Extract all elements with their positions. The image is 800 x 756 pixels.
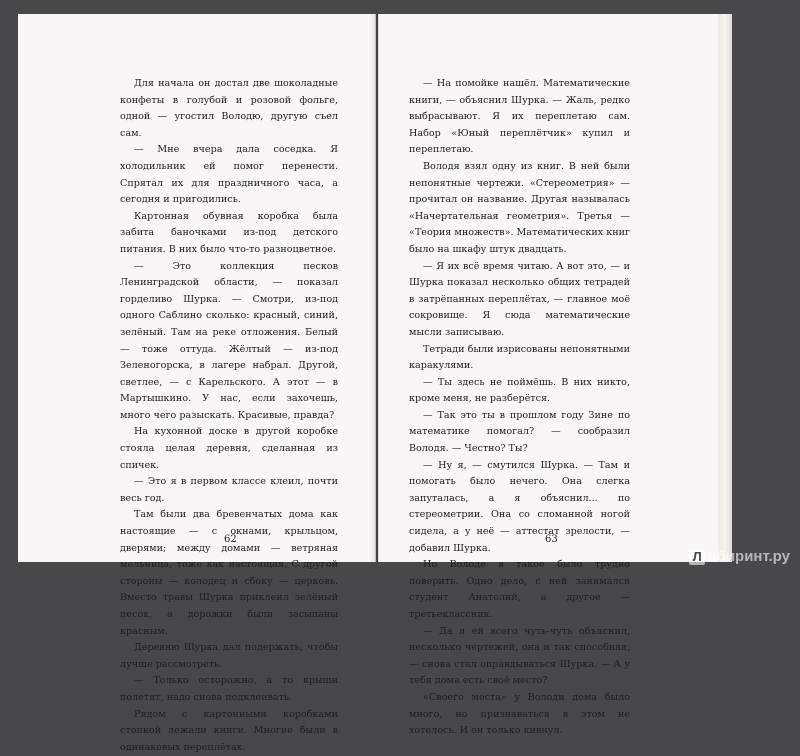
- watermark: [689, 548, 790, 565]
- paragraph: На кухонной доске в другой коробке стояла целая деревня, сделанная из спичек.: [120, 426, 338, 471]
- paragraph: Володя взял одну из книг. В ней были непонятные чертежи. «Стереометрия» — прочитал он название. Другая называлась «Начертательная геометрия». Третья — «Теория множеств». Математических книг было на шкафу штук двадцать.: [409, 160, 631, 255]
- labirint-logo-icon: Л: [689, 549, 705, 565]
- right-page: [378, 14, 730, 737]
- right-page-text: [409, 76, 630, 740]
- paragraph: — Это я в первом классе клеил, почти весь год.: [120, 476, 338, 504]
- paragraph: — Только осторожно, а то крыши полетят, надо снова подклеивать.: [120, 675, 338, 703]
- paragraph: — На помойке нашёл. Математические книги, — объяснил Шурка. — Жаль, редко выбрасывают. Я их переплетаю сам. Набор «Юный переплётчик» купил и переплетаю.: [409, 78, 630, 156]
- paragraph: Рядом с картонными коробками стопкой лежали книги. Многие были в одинаковых переплётах.: [120, 708, 338, 753]
- paragraph: Картонная обувная коробка была забита баночками из-под детского питания. В них было что-то разноцветное.: [120, 210, 338, 255]
- paragraph: — Я их всё время читаю. А вот это, — и Шурка показал несколько общих тетрадей в затрёпанных переплётах, — главное моё сокровище. Я сюда математические мысли записываю.: [409, 260, 630, 338]
- paragraph: Но Володе в такое было трудно поверить. Одно дело, с ней занимался студент Анатолий, а другое — третьеклассник.: [409, 559, 630, 620]
- page-number-left: 62: [224, 534, 237, 545]
- paragraph: — Да я ей всего чуть-чуть объяснил, несколько чертежей, она и так способная, — снова стал оправдываться Шурка. — А у тебя дома есть своё место?: [409, 625, 630, 687]
- paragraph: — Ты здесь не поймёшь. В них никто, кроме меня, не разберётся.: [409, 376, 630, 405]
- paragraph: — Мне вчера дала соседка. Я холодильник ей помог перенести. Спрятал их для праздничного часа, а сегодня и пригодились.: [120, 144, 338, 206]
- book-cover-edge: [718, 14, 732, 562]
- left-page-text: [120, 76, 338, 756]
- paragraph: Тетради были изрисованы непонятными каракулями.: [409, 343, 630, 372]
- paragraph: — Так это ты в прошлом году Зине по математике помогал? — сообразил Володя. — Честно? Ты?: [409, 409, 630, 455]
- paragraph: Там были два бревенчатых дома как настоящие — с окнами, крыльцом, дверями; между домами — ветряная мельница, тоже как настоящая. С другой стороны — колодец и сбоку — церковь. Вместо травы Шурка приклеил зелёный песок, а дорожки были засыпаны красным.: [120, 509, 338, 637]
- paragraph: — Ну я, — смутился Шурка. — Там и помогать было нечего. Она слегка запуталась, а я объяснил... по стереометрии. Она со сломанной ногой сидела, а у неё — аттестат зрелости, — добавил Шурка.: [409, 459, 630, 554]
- page-number-right: 63: [545, 534, 558, 545]
- left-page: [18, 14, 376, 753]
- paragraph: Для начала он достал две шоколадные конфеты в голубой и розовой фольге, одной — угостил Володю, другую съел сам.: [120, 78, 338, 139]
- paragraph: Деревню Шурка дал подержать, чтобы лучше рассмотреть.: [120, 642, 338, 670]
- watermark-text: абиринт.ру: [708, 548, 790, 565]
- paragraph: — Это коллекция песков Ленинградской области, — показал горделиво Шурка. — Смотри, из-под одного Саблино сколько: красный, синий, зелёный. Там на реке отложения. Белый — тоже оттуда. Жёлтый — из-под Зеленогорска, в лагере набрал. Другой, светлее, — с Карельского. А этот — в Мартышкино. У нас, если захочешь, много чего разыскать. Красивые, правда?: [120, 260, 338, 421]
- paragraph: «Своего места» у Володи дома было много, но признаваться в этом не хотелось. И он только кивнул.: [409, 691, 630, 737]
